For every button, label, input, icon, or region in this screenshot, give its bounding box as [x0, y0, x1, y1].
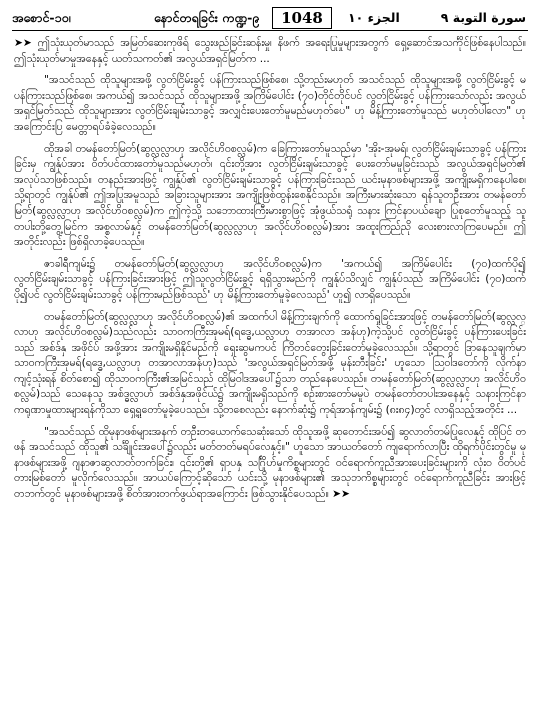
paragraph-1: ➤➤ ဤသုံးယုတ်မာသည် အမြတ်ဆေးကုဖိရ် သွေးဖည်ခြင်းဆန်းမှု၊ နိဖက် အရေးပြုမှုများအတွက် ရှေ့ဆောင်အသင်္ကိုင်ဖြစ်နေပါသည်။ ဤသုံးယုတ်မာမှုအနေနှင့် ယတ်သကတ်၏ အလွယ်အရှင်မြတ်က ... [14, 37, 526, 65]
surah-label: سورة التوبة ٩ [440, 10, 526, 25]
chapter-label: နောင်တရခြင်း ကဏ္ဍ-၉ [154, 10, 260, 25]
page-number: 1048 [272, 7, 332, 29]
paragraph-5: တမန်တော်မြတ်(ဆွလ္လလ္လာဟု အလိုင်ဟိဝစလ္လမ်)၏ အထက်ပါ မိန့်ကြားချက်ကို ထောက်ရှုခြင်းအားဖြင့် တမန်တော်မြတ်(ဆွလ္လလ္လာဟု အလိုင်ဟိဝစလ္လမ်)သည်လည်း သာဝကကြီးအုမရ်(ရဒ္ဓေ,ယလ္လာဟု တအာလာ အန်ဟု)ကဲ့သို့ပင် လွတ်ငြိမ်းခွင့် ပန်ကြားပေးခြင်းသည် အစ်ဒ်နှ အဖိုင်ပ် အဖို့အား အကျိုးမရှိနိုင်မည်ကို ရှေးဆွမကပင် ကြိတင်တွေးခြင်းတော်မူခဲ့လေသည်။ သို့ရာတွင် ဒြာနေသူချက်မှာ သာဝကကြီးအုမရ်(ရဒ္ဓေ,ယလ္လာဟု တအာလာအန်ဟု)သည် 'အလွယ်အရှင်မြတ်အဖို့ မုန်းတီးခြင်း' ဟူသော သြဝါဒတော်ကို လိုက်နာကျင့်သုံးရန် စိတ်စော၍ ထိုသာဝကကြီး၏အမြင်သည် ထိုမြဝါဒအပေါ်၌သာ တည်နေပေသည်။ တမန်တော်မြတ်(ဆွလ္လလ္လာဟု အလိုင်ဟိဝစလ္လမ်)သည် သေနေသူ အစ်ဒ္ဓလ္လာဟ် အစ်ဒ်နှအဖိုင်ယ်၌ အကျိုးမရှိသည်ကို စဉ်းစားတော်မမူပဲ တမန်တော်တပါးအနေနှင့် သနားကြင်နာ ကရုဏာမှုထားများရန်ကိုသာ ရှေ့ရှုတော်မူခဲ့ပေသည်။ သို့တစေလည်း နောက်ဆုံး၌ ကုရ်အာန်ကျမ်း၌ (၈း၈၄)တွင် လာရှိသည့်အတိုင်း ... [14, 310, 526, 417]
paragraph-3: ထိုအခါ တမန်တော်မြတ်(ဆွလ္လလ္လာဟု အလိုင်ဟိဝစလ္လမ်)က ခြေကြားတော်မူသည်မှာ 'အိုး-အုမရ်၊ လွတ်ငြိမ်းချမ်းသာခွင့် ပန်ကြားခြင်းမှ ကျွန်ုပ်အား ဝိတ်ပင်ထားတော်မူသည်မဟုတ်၊ ၎င်းတို့အား လွတ်ငြိမ်းချမ်းသာခွင့် ပေးတော်မမူခြင်းသည် အလွယ်အရှင်မြတ်၏ အလုပ်သာဖြစ်သည်။ တနည်းအားဖြင့် ကျွန်ုပ်၏ လွတ်ငြိမ်းချမ်းသာခွင့် ပန်ကြားခြင်းသည် ယင်းမုနာဖစ်များအဖို့ အကျိုးမရှိကနေပါစေ၊ သို့ရာတွင် ကျွန်ုပ်၏ ဤအပြုအမူသည် အခြားသူများအား အကျိုးဖြစ်ထွန်းစေနိုင်သည်။ အကြီးမားဆုံးသော ရန်သူတဦးအား တမန်တော်မြတ်(ဆွလ္လလ္လာဟု အလိုင်ဟိဝစလ္လမ်)က ဤကဲ့သို့ သဘောထားကြီးမားစွာဖြင့် အုံဖွယ်သရုံ သနား ကြင်နာပယ်ချော ပြုစုတော်မူသည့် သူတပါးတို့တွေ့မြင်က အစ္စလာမ်နှင့် တမန်တော်မြတ်(ဆွလ္လလ္လာဟု အလိုင်ဟိဝစလ္လမ်)အား အထူးကြည်ညို လေးစားလာကြပေမည်။ ဤအတိုင်းလည်း ဖြစ်ရှိလာခဲ့ပေသည်။ [14, 142, 526, 249]
volume-label: အစောင်-၁၀၊ [12, 10, 71, 25]
page-header [10, 6, 530, 30]
paragraph-4: ဇာခါရီကျမ်း၌ တမန်တော်မြတ်(ဆွလ္လလ္လာဟု အလိုင်ဟိဝစလ္လမ်)က 'အကယ်၍ အကြိမ်ပေါင်း (၇၀)ထက်ပို၍ လွတ်ငြိမ်းချမ်းသာခွင့် ပန်ကြားခြင်းအားဖြင့် ဤသူလွတ်ငြိမ်းခွင့် ရရှိသွားမည်ကို ကျွန်ုပ်သိလျှင် ကျွန်ုပ်သည် အကြိမ်ပေါင်း (၇၀)ထက်ပို၍ပင် လွတ်ငြိမ်းချမ်းသာခွင့် ပန်ကြားမည်ဖြစ်သည်' ဟု မိန့်ကြားတော်မူခဲ့လေသည်' ဟူ၍ လာရှိပေသည်။ [14, 257, 526, 301]
header-divider [12, 30, 528, 31]
page-body [14, 36, 526, 704]
juz-label: الجزء ١٠ [348, 10, 400, 25]
paragraph-2: "အသင်သည် ထိုသူများအဖို့ လွတ်ငြိမ်းခွင့် ပန်ကြားသည်ဖြစ်စေ၊ သို့တည်းမဟုတ် အသင်သည် ထိုသူများအဖို့ လွတ်ငြိမ်းခွင့် မပန်ကြားသည်ဖြစ်စေ၊ အကယ်၍ အသင်သည် ထိုသူများအဖို့ အကြိမ်ပေါင်း (၇၀)တိုင်တိုင်ပင် လွတ်ငြိမ်းခွင့် ပန်ကြားသော်လည်း အလွယ်အရှင်မြတ်သည် ထိုသူများအား လွတ်ငြိမ်းချမ်းသာခွင့် အလျှင်းပေးတော်မူမည်မဟုတ်ပေ" ဟု မိန့်ကြားတော်မူသည် မဟုတ်ပါလော" ဟု အကြောင်းပြ မေတ္တာရပ်ခံခဲ့လေသည်။ [14, 74, 526, 133]
paragraph-6: "အသင်သည် ထိုမုနာဖစ်များအနက် တဦးတယောက်သေဆုံးသော် ထိုသူအဖို့ ဆုတောင်းအပ်၍ ဆွလာတ်တမ်ပြုလေနှင့် ထိုပြင် တဖန် အသင်သည် ထိုသူ၏ သင်္ချိုင်းအပေါ်၌လည်း မတ်တတ်မရပ်လေနှင့်။" ဟူသော အာယတ်တော် ကျရောက်လာပြီး ထိုရက်ပိုင်းတွင်မူ မုနာဖစ်များအဖို့ ဂျနာဇာဆွလာတ်တက်ခြင်း၊ ၎င်းတို့၏ ရှာပနှ သင်္ဂြိုဟ်မှုကိစ္စများတွင် ဝင်ရောက်ကူညီအားပေးခြင်းများကို လုံးဝ ဝိတ်ပင် တားမြစ်တော် မူလိုက်လေသည်။ အာယပ်ကြောင့်ဆိုသော် ယင်းသို့ မုနာဖစ်များ၏ အသုဘကိစ္စများတွင် ဝင်ရောက်ကူညီခြင်း အားဖြင့် တဘက်တွင် မုနာဖစ်များအဖို့ စိတ်အားတက်ဖွယ်ရာအကြောင်း ဖြစ်သွားနိုင်ပေသည်။ ➤➤ [14, 425, 526, 501]
